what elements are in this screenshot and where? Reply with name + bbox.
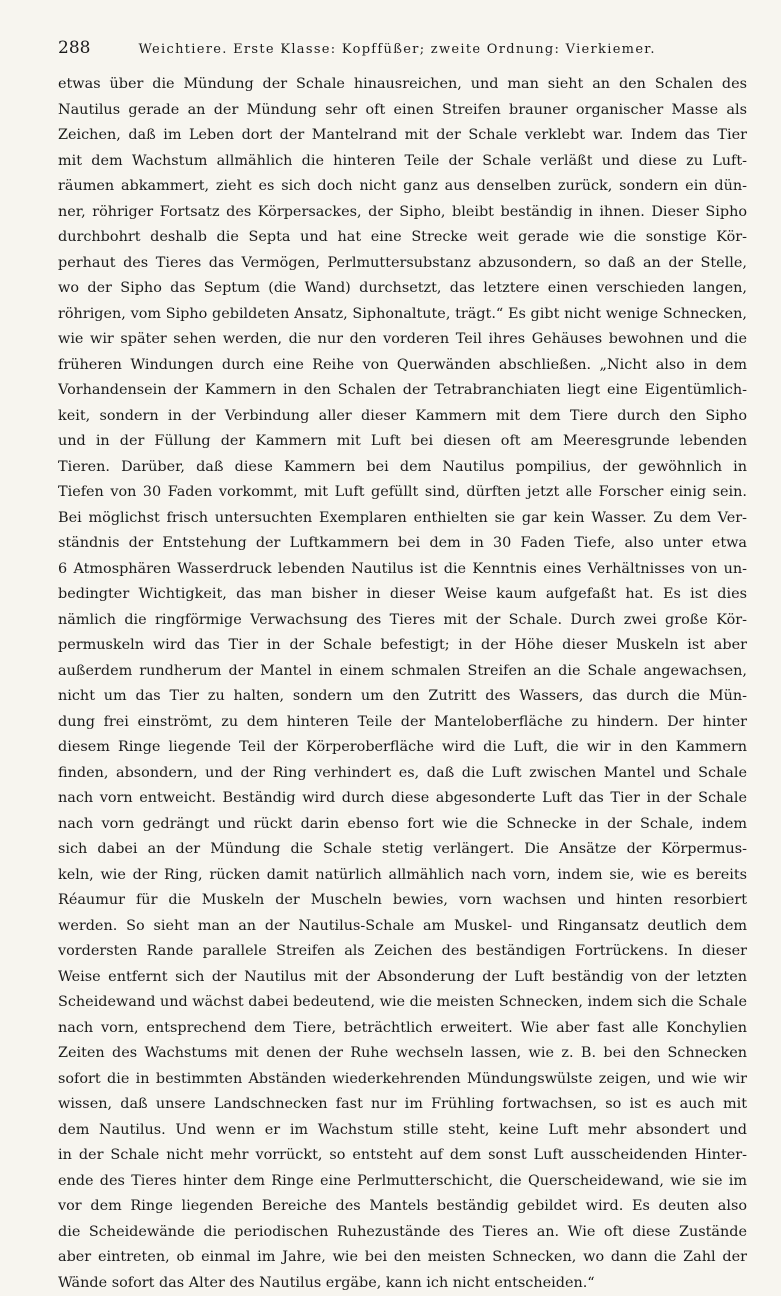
text-line: wo der Sipho das Septum (die Wand) durchsetzt, das letztere einen verschieden langen, (58, 276, 747, 302)
text-line: röhrigen, vom Sipho gebildeten Ansatz, Siphonaltute, trägt.“ Es gibt nicht wenige Schnecken, (58, 302, 747, 328)
text-line: perhaut des Tieres das Vermögen, Perlmuttersubstanz abzusondern, so daß an der Stelle, (58, 251, 747, 277)
text-line: Zeiten des Wachstums mit denen der Ruhe wechseln lassen, wie z. B. bei den Schnecken (58, 1041, 747, 1067)
text-line: Wände sofort das Alter des Nautilus ergäbe, kann ich nicht entscheiden.“ (58, 1271, 747, 1296)
text-line: ende des Tieres hinter dem Ringe eine Perlmutterschicht, die Querscheidewand, wie sie im (58, 1169, 747, 1195)
text-line: und in der Füllung der Kammern mit Luft bei diesen oft am Meeresgrunde lebenden (58, 429, 747, 455)
text-line: wie wir später sehen werden, die nur den vorderen Teil ihres Gehäuses bewohnen und die (58, 327, 747, 353)
text-line: Réaumur für die Muskeln der Muscheln bewies, vorn wachsen und hinten resorbiert (58, 888, 747, 914)
text-line: Zeichen, daß im Leben dort der Mantelrand mit der Schale verklebt war. Indem das Tier (58, 123, 747, 149)
text-line: diesem Ringe liegende Teil der Körperoberfläche wird die Luft, die wir in den Kammern (58, 735, 747, 761)
text-line: aber eintreten, ob einmal im Jahre, wie bei den meisten Schnecken, wo dann die Zahl der (58, 1245, 747, 1271)
text-line: Tiefen von 30 Faden vorkommt, mit Luft gefüllt sind, dürften jetzt alle Forscher einig sein. (58, 480, 747, 506)
text-line: 6 Atmosphären Wasserdruck lebenden Nautilus ist die Kenntnis eines Verhältnisses von un- (58, 557, 747, 583)
text-line: keit, sondern in der Verbindung aller dieser Kammern mit dem Tiere durch den Sipho (58, 404, 747, 430)
text-line: sofort die in bestimmten Abständen wiederkehrenden Mündungswülste zeigen, und wie wir (58, 1067, 747, 1093)
text-line: vordersten Rande parallele Streifen als Zeichen des beständigen Fortrückens. In dieser (58, 939, 747, 965)
text-line: finden, absondern, und der Ring verhindert es, daß die Luft zwischen Mantel und Schale (58, 761, 747, 787)
text-line: Bei möglichst frisch untersuchten Exemplaren enthielten sie gar kein Wasser. Zu dem Ver- (58, 506, 747, 532)
text-line: permuskeln wird das Tier in der Schale befestigt; in der Höhe dieser Muskeln ist aber (58, 633, 747, 659)
page-header (58, 38, 747, 64)
text-line: räumen abkammert, zieht es sich doch nicht ganz aus denselben zurück, sondern ein dün- (58, 174, 747, 200)
text-line: nicht um das Tier zu halten, sondern um den Zutritt des Wassers, das durch die Mün- (58, 684, 747, 710)
text-line: nämlich die ringförmige Verwachsung des Tieres mit der Schale. Durch zwei große Kör- (58, 608, 747, 634)
text-line: sich dabei an der Mündung die Schale stetig verlängert. Die Ansätze der Körpermus- (58, 837, 747, 863)
text-line: in der Schale nicht mehr vorrückt, so entsteht auf dem sonst Luft ausscheidenden Hinter- (58, 1143, 747, 1169)
text-line: mit dem Wachstum allmählich die hinteren Teile der Schale verläßt und diese zu Luft- (58, 149, 747, 175)
text-line: außerdem rundherum der Mantel in einem schmalen Streifen an die Schale angewachsen, (58, 659, 747, 685)
text-line: dung frei einströmt, zu dem hinteren Teile der Manteloberfläche zu hindern. Der hinter (58, 710, 747, 736)
text-line: die Scheidewände die periodischen Ruhezustände des Tieres an. Wie oft diese Zustände (58, 1220, 747, 1246)
text-line: nach vorn gedrängt und rückt darin ebenso fort wie die Schnecke in der Schale, indem (58, 812, 747, 838)
text-line: Vorhandensein der Kammern in den Schalen der Tetrabranchiaten liegt eine Eigentümlich- (58, 378, 747, 404)
text-line: Tieren. Darüber, daß diese Kammern bei dem Nautilus pompilius, der gewöhnlich in (58, 455, 747, 481)
text-line: Nautilus gerade an der Mündung sehr oft einen Streifen brauner organischer Masse als (58, 98, 747, 124)
text-line: Weise entfernt sich der Nautilus mit der Absonderung der Luft beständig von der letzten (58, 965, 747, 991)
running-head: Weichtiere. Erste Klasse: Kopffüßer; zweite Ordnung: Vierkiemer. (138, 42, 655, 57)
text-line: wissen, daß unsere Landschnecken fast nur im Frühling fortwachsen, so ist es auch mit (58, 1092, 747, 1118)
text-line: früheren Windungen durch eine Reihe von Querwänden abschließen. „Nicht also in dem (58, 353, 747, 379)
text-line: ner, röhriger Fortsatz des Körpersackes, der Sipho, bleibt beständig in ihnen. Dieser Sipho (58, 200, 747, 226)
page-number: 288 (58, 38, 90, 58)
body-text (58, 72, 747, 1296)
text-line: nach vorn entweicht. Beständig wird durch diese abgesonderte Luft das Tier in der Schale (58, 786, 747, 812)
text-line: werden. So sieht man an der Nautilus-Schale am Muskel- und Ringansatz deutlich dem (58, 914, 747, 940)
text-line: bedingter Wichtigkeit, das man bisher in dieser Weise kaum aufgefaßt hat. Es ist dies (58, 582, 747, 608)
text-line: durchbohrt deshalb die Septa und hat eine Strecke weit gerade wie die sonstige Kör- (58, 225, 747, 251)
text-line: nach vorn, entsprechend dem Tiere, beträchtlich erweitert. Wie aber fast alle Konchylien (58, 1016, 747, 1042)
text-line: Scheidewand und wächst dabei bedeutend, wie die meisten Schnecken, indem sich die Schale (58, 990, 747, 1016)
text-line: dem Nautilus. Und wenn er im Wachstum stille steht, keine Luft mehr absondert und (58, 1118, 747, 1144)
text-line: vor dem Ringe liegenden Bereiche des Mantels beständig gebildet wird. Es deuten also (58, 1194, 747, 1220)
text-line: keln, wie der Ring, rücken damit natürlich allmählich nach vorn, indem sie, wie es bereits (58, 863, 747, 889)
text-line: ständnis der Entstehung der Luftkammern bei dem in 30 Faden Tiefe, also unter etwa (58, 531, 747, 557)
text-line: etwas über die Mündung der Schale hinausreichen, und man sieht an den Schalen des (58, 72, 747, 98)
